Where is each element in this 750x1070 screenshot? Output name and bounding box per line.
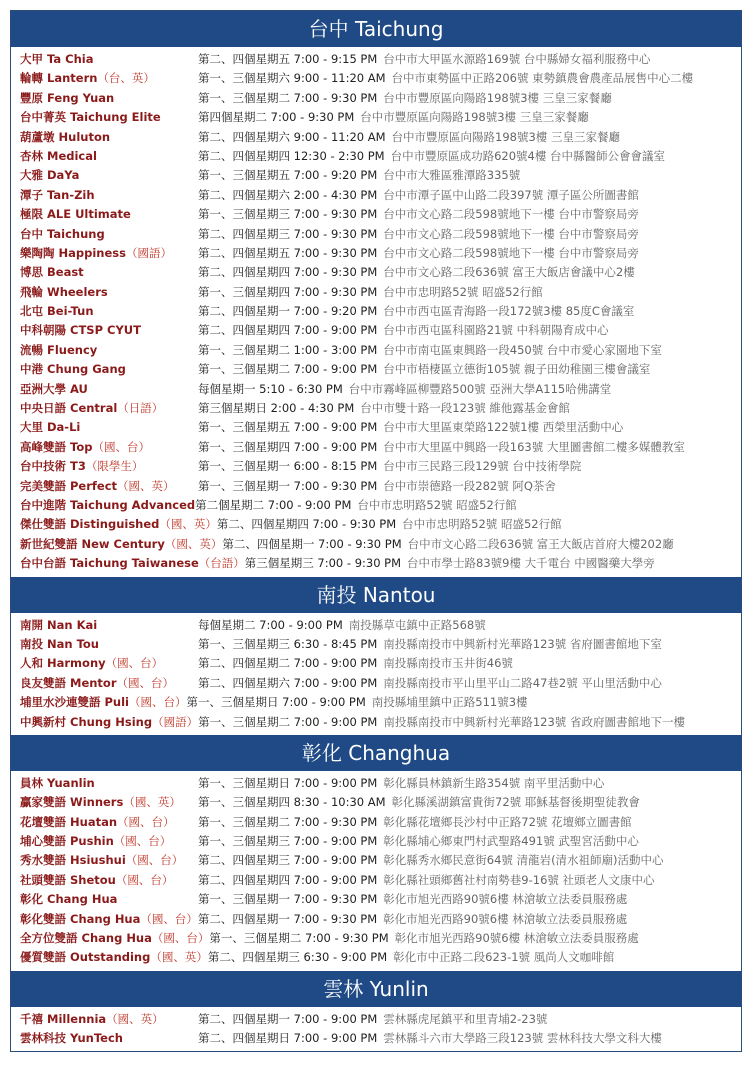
club-name-text: 中興新村 Chung Hsing <box>20 714 153 729</box>
club-name <box>20 438 198 457</box>
club-name <box>20 263 198 282</box>
club-row <box>11 1029 741 1048</box>
club-name <box>20 89 198 108</box>
club-name <box>20 186 198 205</box>
meeting-time: 第一、三個星期二 7:00 - 9:00 PM <box>198 362 378 377</box>
meeting-address: 彰化縣埔心鄉東門村武聖路491號 武聖宮活動中心 <box>383 834 639 849</box>
meeting-address: 台中市文心路二段598號地下一樓 台中市警察局旁 <box>383 226 639 241</box>
meeting-time: 第二、四個星期六 2:00 - 4:30 PM <box>198 187 378 202</box>
meeting-time: 第一、三個星期四 8:30 - 10:30 AM <box>198 795 386 810</box>
club-row <box>11 713 741 732</box>
club-row <box>11 654 741 673</box>
meeting-address: 台中市梧棲區立德街105號 親子田幼稚園三樓會議室 <box>383 362 651 377</box>
meeting-time: 第一、三個星期二 1:00 - 3:00 PM <box>198 342 378 357</box>
club-row <box>11 302 741 321</box>
meeting-address: 南投縣南投市平山里平山二路47巷2號 平山里活動中心 <box>383 675 662 690</box>
language-tag: （國、英） <box>117 478 175 493</box>
club-name-text: 台中菁英 Taichung Elite <box>20 110 161 125</box>
club-name-text: 新世紀雙語 New Century <box>20 536 165 551</box>
language-tag: （國、台） <box>140 911 198 926</box>
club-name-text: 埔里水沙連雙語 Puli <box>20 695 130 710</box>
club-name-text: 北屯 Bei-Tun <box>20 304 94 319</box>
meeting-time: 第二、四個星期一 7:00 - 9:20 PM <box>198 304 378 319</box>
meeting-address: 南投縣南投市中興新村光華路123號 省府圖書館地下室 <box>383 636 662 651</box>
meeting-address: 彰化縣員林鎮新生路354號 南平里活動中心 <box>383 775 605 790</box>
meeting-time: 第二個星期二 7:00 - 9:00 PM <box>195 497 352 512</box>
club-name <box>20 244 198 263</box>
club-row <box>11 929 741 948</box>
club-name <box>20 496 195 515</box>
meeting-time: 第一、三個星期四 7:00 - 9:00 PM <box>198 439 378 454</box>
club-name <box>20 535 222 554</box>
club-name <box>20 341 198 360</box>
club-name-text: 中科朝陽 CTSP CYUT <box>20 323 141 338</box>
meeting-address: 台中市豐原區向陽路198號3樓 三皇三家餐廳 <box>383 90 612 105</box>
club-name-text: 花壇雙語 Huatan <box>20 814 118 829</box>
meeting-time: 第二、四個星期四 7:00 - 9:00 PM <box>198 323 378 338</box>
meeting-address: 台中市豐原區向陽路198號3樓 三皇三家餐廳 <box>391 129 620 144</box>
club-name-text: 贏家雙語 Winners <box>20 795 124 810</box>
meeting-address: 台中市學士路83號9樓 大千電台 中國醫藥大學旁 <box>407 556 655 571</box>
meeting-time: 第一、三個星期三 6:30 - 8:45 PM <box>198 636 378 651</box>
language-tag: （國、台） <box>115 872 174 887</box>
meeting-time: 第二、四個星期三 7:00 - 9:00 PM <box>198 853 378 868</box>
meeting-time: 第一、三個星期五 7:00 - 9:00 PM <box>198 420 378 435</box>
meeting-address: 台中市大里區中興路一段163號 大里圖書館二樓多媒體教室 <box>383 439 685 454</box>
club-name-text: 台中 Taichung <box>20 226 105 241</box>
meeting-address: 彰化縣社頭鄉舊社村南勢巷9-16號 社頭老人文康中心 <box>383 872 655 887</box>
club-name <box>20 360 198 379</box>
meeting-time: 第二、四個星期三 7:00 - 9:30 PM <box>198 226 378 241</box>
club-name <box>20 166 198 185</box>
region-header: 雲林 Yunlin <box>11 970 741 1007</box>
club-name <box>20 616 198 635</box>
club-name <box>20 832 198 851</box>
meeting-time: 第二、四個星期四 12:30 - 2:30 PM <box>198 148 385 163</box>
meeting-address: 彰化縣秀水鄉民意街64號 清龍岩(清水祖師廟)活動中心 <box>383 853 664 868</box>
club-name-text: 台中台語 Taichung Taiwanese <box>20 556 199 571</box>
language-tag: （國、台） <box>125 853 184 868</box>
language-tag: （限學生） <box>85 459 144 474</box>
club-name-text: 極限 ALE Ultimate <box>20 207 131 222</box>
meeting-address: 南投縣埔里鎮中正路511號3樓 <box>371 695 528 710</box>
club-name <box>20 321 198 340</box>
club-name-text: 大甲 Ta Chia <box>20 52 94 66</box>
club-row <box>11 813 741 832</box>
club-name-text: 亞洲大學 AU <box>20 381 88 396</box>
club-name <box>20 283 198 302</box>
meeting-address: 台中市南屯區東興路一段450號 台中市愛心家園地下室 <box>383 342 662 357</box>
region-header: 南投 Nantou <box>11 576 741 613</box>
club-row <box>11 535 741 554</box>
club-name <box>20 457 198 476</box>
meeting-time: 第二、四個星期二 7:00 - 9:00 PM <box>198 656 378 671</box>
club-name-text: 博思 Beast <box>20 265 84 280</box>
club-directory <box>10 10 742 1052</box>
club-name-text: 大里 Da-Li <box>20 420 81 435</box>
club-name <box>20 69 198 88</box>
club-row <box>11 793 741 812</box>
language-tag: （國語） <box>125 245 172 260</box>
club-name-text: 南投 Nan Tou <box>20 636 99 651</box>
club-name-text: 千禧 Millennia <box>20 1011 107 1026</box>
club-row <box>11 635 741 654</box>
club-name <box>20 674 198 693</box>
meeting-time: 第二、四個星期五 7:00 - 9:15 PM <box>198 52 378 66</box>
meeting-address: 彰化縣溪湖鎮富貴街72號 耶穌基督後期聖徒教會 <box>391 795 640 810</box>
language-tag: （國、英） <box>123 795 181 810</box>
language-tag: （國、台） <box>116 675 175 690</box>
region-header: 台中 Taichung <box>11 11 741 47</box>
club-name-text: 流暢 Fluency <box>20 342 98 357</box>
meeting-time: 第一、三個星期日 7:00 - 9:00 PM <box>186 695 366 710</box>
club-name <box>20 635 198 654</box>
club-row <box>11 832 741 851</box>
meeting-address: 台中市三民路三段129號 台中技術學院 <box>383 459 582 474</box>
club-row <box>11 69 741 88</box>
club-row <box>11 360 741 379</box>
language-tag: （國語） <box>152 714 199 729</box>
meeting-time: 第一、三個星期一 7:00 - 9:30 PM <box>198 892 378 907</box>
meeting-address: 彰化市旭光西路90號6樓 林滄敏立法委員服務處 <box>383 892 628 907</box>
club-name-text: 彰化 Chang Hua <box>20 892 118 907</box>
club-name-text: 良友雙語 Mentor <box>20 675 117 690</box>
club-name-text: 全方位雙語 Chang Hua <box>20 931 152 946</box>
meeting-address: 台中市雙十路一段123號 維他露基金會館 <box>360 401 570 416</box>
club-name-text: 杏林 Medical <box>20 148 97 163</box>
meeting-address: 台中市忠明路52號 昭盛52行館 <box>357 497 517 512</box>
club-name <box>20 399 198 418</box>
club-row <box>11 457 741 476</box>
meeting-time: 第一、三個星期二 7:00 - 9:30 PM <box>198 90 378 105</box>
club-name-text: 台中進階 Taichung Advanced <box>20 497 196 512</box>
club-name-text: 南開 Nan Kai <box>20 617 98 632</box>
meeting-time: 第一、三個星期三 7:00 - 9:30 PM <box>198 207 378 222</box>
meeting-time: 第一、三個星期三 7:00 - 9:00 PM <box>198 834 378 849</box>
language-tag: （台、英） <box>97 71 155 86</box>
club-list <box>11 771 741 970</box>
club-row <box>11 263 741 282</box>
club-name <box>20 929 209 948</box>
club-row <box>11 693 741 712</box>
meeting-address: 台中市豐原區成功路620號4樓 台中縣醫師公會會議室 <box>390 148 666 163</box>
club-name-text: 傑仕雙語 Distinguished <box>20 517 160 532</box>
club-row <box>11 89 741 108</box>
club-row <box>11 147 741 166</box>
club-row <box>11 554 741 573</box>
club-name <box>20 108 198 127</box>
club-name <box>20 851 198 870</box>
language-tag: （國、台） <box>129 695 187 710</box>
club-row <box>11 774 741 793</box>
language-tag: （國、英） <box>164 536 223 551</box>
club-name-text: 豐原 Feng Yuan <box>20 90 115 105</box>
club-name-text: 中港 Chung Gang <box>20 362 126 377</box>
club-name-text: 雲林科技 YunTech <box>20 1031 123 1046</box>
club-row <box>11 674 741 693</box>
club-row <box>11 871 741 890</box>
club-name <box>20 948 208 967</box>
meeting-address: 台中市西屯區科園路21號 中科朝陽育成中心 <box>383 323 609 338</box>
meeting-time: 第二、四個星期一 7:00 - 9:00 PM <box>198 1011 378 1026</box>
club-name-text: 輪轉 Lantern <box>20 71 98 86</box>
meeting-address: 台中市霧峰區柳豐路500號 亞洲大學A115哈佛講堂 <box>348 381 612 396</box>
meeting-address: 南投縣草屯鎮中正路568號 <box>348 617 486 632</box>
club-name <box>20 225 198 244</box>
meeting-time: 第二、四個星期日 7:00 - 9:00 PM <box>198 1031 378 1046</box>
club-name-text: 飛輪 Wheelers <box>20 284 108 299</box>
meeting-address: 台中市潭子區中山路二段397號 潭子區公所圖書館 <box>383 187 639 202</box>
club-row <box>11 1010 741 1029</box>
meeting-time: 第二、四個星期一 7:00 - 9:30 PM <box>222 536 402 551</box>
club-row <box>11 477 741 496</box>
club-name <box>20 654 198 673</box>
language-tag: （日語） <box>117 401 164 416</box>
language-tag: （國、英） <box>159 517 217 532</box>
language-tag: （國、台） <box>151 931 210 946</box>
club-name <box>20 693 187 712</box>
meeting-address: 台中市豐原區向陽路198號3樓 三皇三家餐廳 <box>360 110 589 125</box>
club-name-text: 潭子 Tan-Zih <box>20 187 95 202</box>
meeting-address: 彰化市旭光西路90號6樓 林滄敏立法委員服務處 <box>394 931 639 946</box>
language-tag: （國、英） <box>106 1011 164 1026</box>
club-row <box>11 108 741 127</box>
club-list <box>11 1007 741 1051</box>
club-name <box>20 50 198 69</box>
club-name <box>20 515 217 534</box>
language-tag: （國、英） <box>150 950 208 965</box>
club-name <box>20 910 198 929</box>
club-name-text: 樂陶陶 Happiness <box>20 245 126 260</box>
club-name <box>20 713 198 732</box>
club-name-text: 中央日語 Central <box>20 401 118 416</box>
club-name-text: 秀水雙語 Hsiushui <box>20 853 126 868</box>
club-row <box>11 910 741 929</box>
meeting-address: 台中市文心路二段636號 富王大飯店會議中心2樓 <box>383 265 635 280</box>
club-name-text: 埔心雙語 Pushin <box>20 834 114 849</box>
club-name <box>20 890 198 909</box>
meeting-address: 台中市忠明路52號 昭盛52行館 <box>402 517 562 532</box>
meeting-address: 雲林縣虎尾鎮平和里青埔2-23號 <box>383 1011 548 1026</box>
meeting-address: 台中市大甲區水源路169號 台中縣婦女福利服務中心 <box>383 52 651 66</box>
club-row <box>11 418 741 437</box>
meeting-time: 第二、四個星期一 7:00 - 9:30 PM <box>197 911 378 926</box>
meeting-address: 台中市西屯區青海路一段172號3樓 85度C會議室 <box>383 304 635 319</box>
club-name <box>20 418 198 437</box>
meeting-time: 第一、三個星期二 7:00 - 9:30 PM <box>198 814 378 829</box>
meeting-time: 第一、三個星期二 7:00 - 9:00 PM <box>198 714 378 729</box>
club-name-text: 台中技術 T3 <box>20 459 86 474</box>
club-row <box>11 890 741 909</box>
meeting-time: 第二、四個星期四 7:00 - 9:30 PM <box>216 517 397 532</box>
club-row <box>11 50 741 69</box>
meeting-time: 第二、四個星期四 7:00 - 9:30 PM <box>198 265 378 280</box>
club-name-text: 大雅 DaYa <box>20 168 80 183</box>
club-name-text: 人和 Harmony <box>20 656 106 671</box>
meeting-address: 雲林縣斗六市大學路三段123號 雲林科技大學文科大樓 <box>383 1031 662 1046</box>
language-tag: （國、台） <box>92 439 150 454</box>
club-row <box>11 128 741 147</box>
language-tag: （國、台） <box>105 656 164 671</box>
club-name <box>20 793 198 812</box>
club-row <box>11 515 741 534</box>
club-name <box>20 380 198 399</box>
meeting-time: 第三個星期日 2:00 - 4:30 PM <box>198 401 355 416</box>
club-row <box>11 341 741 360</box>
meeting-address: 南投縣南投市中興新村光華路123號 省政府圖書館地下一樓 <box>383 714 685 729</box>
club-name <box>20 554 245 573</box>
meeting-time: 第一、三個星期二 7:00 - 9:30 PM <box>209 931 389 946</box>
club-name-text: 彰化雙語 Chang Hua <box>20 911 141 926</box>
meeting-address: 台中市忠明路52號 昭盛52行館 <box>383 284 543 299</box>
club-row <box>11 380 741 399</box>
club-name <box>20 1029 198 1048</box>
meeting-time: 每個星期一 5:10 - 6:30 PM <box>198 381 343 396</box>
language-tag: （國、台） <box>113 834 172 849</box>
club-row <box>11 166 741 185</box>
meeting-address: 台中市崇德路一段282號 阿Q茶舍 <box>383 478 556 493</box>
meeting-address: 台中市文心路二段636號 富王大飯店首府大樓202廳 <box>407 536 674 551</box>
club-name-text: 員林 Yuanlin <box>20 775 95 790</box>
club-list <box>11 47 741 576</box>
meeting-address: 台中市文心路二段598號地下一樓 台中市警察局旁 <box>383 207 639 222</box>
meeting-time: 第二、四個星期四 7:00 - 9:00 PM <box>198 872 378 887</box>
meeting-time: 第一、三個星期四 7:00 - 9:30 PM <box>198 284 378 299</box>
meeting-time: 第二、四個星期六 9:00 - 11:20 AM <box>198 129 386 144</box>
club-name <box>20 147 198 166</box>
club-name <box>20 871 198 890</box>
region-header: 彰化 Changhua <box>11 734 741 771</box>
club-list <box>11 613 741 734</box>
club-name <box>20 1010 198 1029</box>
meeting-time: 第四個星期二 7:00 - 9:30 PM <box>198 110 355 125</box>
club-name <box>20 477 198 496</box>
meeting-address: 彰化縣花壇鄉長沙村中正路72號 花壇鄉立圖書館 <box>383 814 632 829</box>
meeting-address: 彰化市旭光西路90號6樓 林滄敏立法委員服務處 <box>383 911 628 926</box>
club-name <box>20 128 198 147</box>
meeting-address: 南投縣南投市玉井街46號 <box>383 656 513 671</box>
club-row <box>11 438 741 457</box>
club-row <box>11 399 741 418</box>
club-row <box>11 186 741 205</box>
club-name <box>20 813 198 832</box>
club-row <box>11 616 741 635</box>
club-row <box>11 851 741 870</box>
language-tag: （台語） <box>198 556 245 571</box>
club-row <box>11 244 741 263</box>
meeting-time: 每個星期二 7:00 - 9:00 PM <box>198 617 343 632</box>
meeting-time: 第一、三個星期一 7:00 - 9:30 PM <box>198 478 378 493</box>
meeting-time: 第一、三個星期六 9:00 - 11:20 AM <box>198 71 386 86</box>
club-name-text: 完美雙語 Perfect <box>20 478 118 493</box>
club-row <box>11 225 741 244</box>
meeting-time: 第二、四個星期五 7:00 - 9:30 PM <box>198 245 378 260</box>
club-name <box>20 774 198 793</box>
meeting-time: 第三個星期三 7:00 - 9:30 PM <box>244 556 402 571</box>
meeting-address: 台中市大里區東榮路122號1樓 西榮里活動中心 <box>383 420 624 435</box>
meeting-address: 彰化市中正路二段623-1號 風尚人文咖啡館 <box>393 950 615 965</box>
meeting-time: 第一、三個星期一 6:00 - 8:15 PM <box>198 459 378 474</box>
club-name-text: 高峰雙語 Top <box>20 439 93 454</box>
club-row <box>11 496 741 515</box>
meeting-time: 第二、四個星期六 7:00 - 9:00 PM <box>198 675 378 690</box>
club-row <box>11 283 741 302</box>
club-name <box>20 302 198 321</box>
club-name-text: 葫蘆墩 Huluton <box>20 129 111 144</box>
meeting-address: 台中市東勢區中正路206號 東勢鎮農會農產品展售中心二樓 <box>391 71 694 86</box>
meeting-time: 第二、四個星期三 6:30 - 9:00 PM <box>207 950 388 965</box>
meeting-time: 第一、三個星期日 7:00 - 9:00 PM <box>198 775 378 790</box>
club-name-text: 社頭雙語 Shetou <box>20 872 116 887</box>
club-name <box>20 205 198 224</box>
club-row <box>11 205 741 224</box>
club-name-text: 優質雙語 Outstanding <box>20 950 151 965</box>
club-row <box>11 321 741 340</box>
meeting-address: 台中市文心路二段598號地下一樓 台中市警察局旁 <box>383 245 639 260</box>
meeting-address: 台中市大雅區雅潭路335號 <box>383 168 521 183</box>
club-row <box>11 948 741 967</box>
language-tag: （國、台） <box>117 814 175 829</box>
meeting-time: 第一、三個星期五 7:00 - 9:20 PM <box>198 168 378 183</box>
